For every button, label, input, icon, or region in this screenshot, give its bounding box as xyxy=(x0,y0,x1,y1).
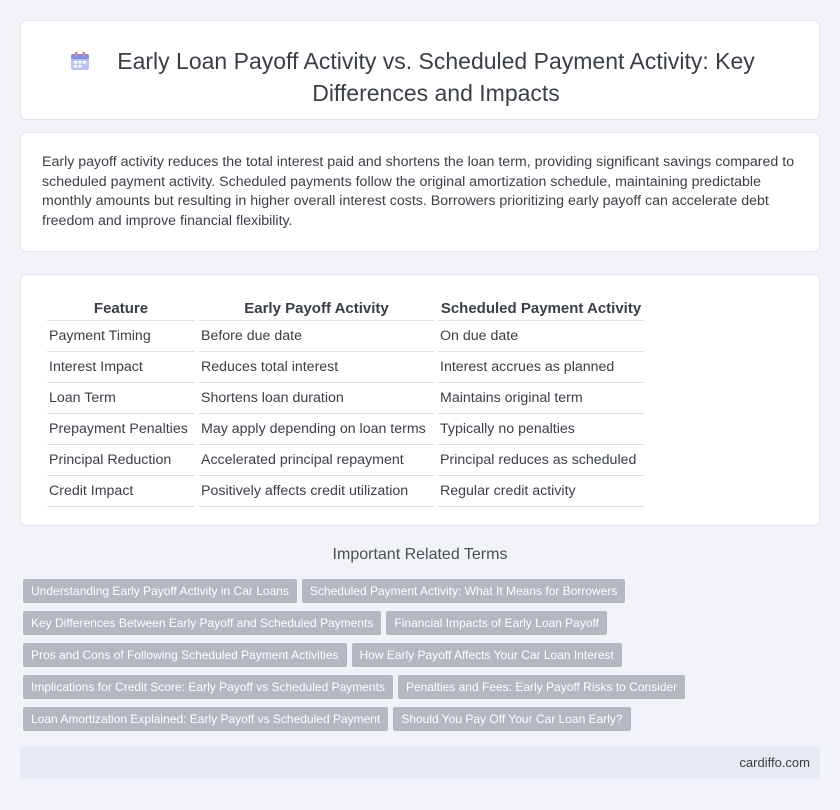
related-terms-list xyxy=(23,579,813,739)
title-wrap xyxy=(21,45,821,109)
comparison-table-card xyxy=(20,274,820,526)
table-cell: Principal Reduction xyxy=(47,445,195,476)
related-term-link[interactable]: How Early Payoff Affects Your Car Loan Interest xyxy=(352,643,622,667)
table-header-row xyxy=(47,295,644,321)
tag-row xyxy=(23,643,813,675)
footer-site-link[interactable]: cardiffo.com xyxy=(739,755,810,770)
table-cell: Principal reduces as scheduled xyxy=(438,445,644,476)
calendar-icon xyxy=(69,50,91,72)
related-term-link[interactable]: Key Differences Between Early Payoff and Scheduled Payments xyxy=(23,611,381,635)
related-term-link[interactable]: Pros and Cons of Following Scheduled Payment Activities xyxy=(23,643,347,667)
table-cell: Reduces total interest xyxy=(199,352,434,383)
tag-row xyxy=(23,611,813,643)
table-cell: Interest Impact xyxy=(47,352,195,383)
table-cell: Prepayment Penalties xyxy=(47,414,195,445)
table-cell: Typically no penalties xyxy=(438,414,644,445)
tag-row xyxy=(23,579,813,611)
table-row xyxy=(47,321,644,352)
table-cell: Before due date xyxy=(199,321,434,352)
related-term-link[interactable]: Implications for Credit Score: Early Payoff vs Scheduled Payments xyxy=(23,675,393,699)
column-header-early-payoff: Early Payoff Activity xyxy=(199,295,434,321)
intro-card xyxy=(20,132,820,252)
table-row xyxy=(47,445,644,476)
table-row xyxy=(47,352,644,383)
related-term-link[interactable]: Understanding Early Payoff Activity in Car Loans xyxy=(23,579,297,603)
table-row xyxy=(47,383,644,414)
related-term-link[interactable]: Loan Amortization Explained: Early Payoff vs Scheduled Payment xyxy=(23,707,388,731)
related-term-link[interactable]: Should You Pay Off Your Car Loan Early? xyxy=(393,707,630,731)
table-cell: Maintains original term xyxy=(438,383,644,414)
related-term-link[interactable]: Penalties and Fees: Early Payoff Risks to Consider xyxy=(398,675,685,699)
table-cell: Regular credit activity xyxy=(438,476,644,507)
related-term-link[interactable]: Financial Impacts of Early Loan Payoff xyxy=(386,611,607,635)
column-header-scheduled-payment: Scheduled Payment Activity xyxy=(438,295,644,321)
table-cell: May apply depending on loan terms xyxy=(199,414,434,445)
table-cell: Accelerated principal repayment xyxy=(199,445,434,476)
related-terms-heading: Important Related Terms xyxy=(332,546,508,563)
table-row xyxy=(47,414,644,445)
tag-row xyxy=(23,707,813,739)
page-title: Early Loan Payoff Activity vs. Scheduled Payment Activity: Key Differences and Impacts xyxy=(117,48,755,106)
table-row xyxy=(47,476,644,507)
table-cell: Shortens loan duration xyxy=(199,383,434,414)
table-cell: Loan Term xyxy=(47,383,195,414)
column-header-feature: Feature xyxy=(47,295,195,321)
table-cell: Payment Timing xyxy=(47,321,195,352)
header-card xyxy=(20,20,820,120)
intro-paragraph: Early payoff activity reduces the total interest paid and shortens the loan term, providing significant savings compared to scheduled payment activity. Scheduled payments follow the original amortization schedule, maintaining predictable monthly amounts but resulting in higher overall interest costs. Borrowers prioritizing early payoff can accelerate debt freedom and improve financial flexibility. xyxy=(42,154,795,229)
related-term-link[interactable]: Scheduled Payment Activity: What It Means for Borrowers xyxy=(302,579,625,603)
table-cell: Credit Impact xyxy=(47,476,195,507)
footer xyxy=(20,746,820,779)
table-cell: Positively affects credit utilization xyxy=(199,476,434,507)
tag-row xyxy=(23,675,813,707)
comparison-table xyxy=(43,295,648,507)
table-cell: Interest accrues as planned xyxy=(438,352,644,383)
table-cell: On due date xyxy=(438,321,644,352)
